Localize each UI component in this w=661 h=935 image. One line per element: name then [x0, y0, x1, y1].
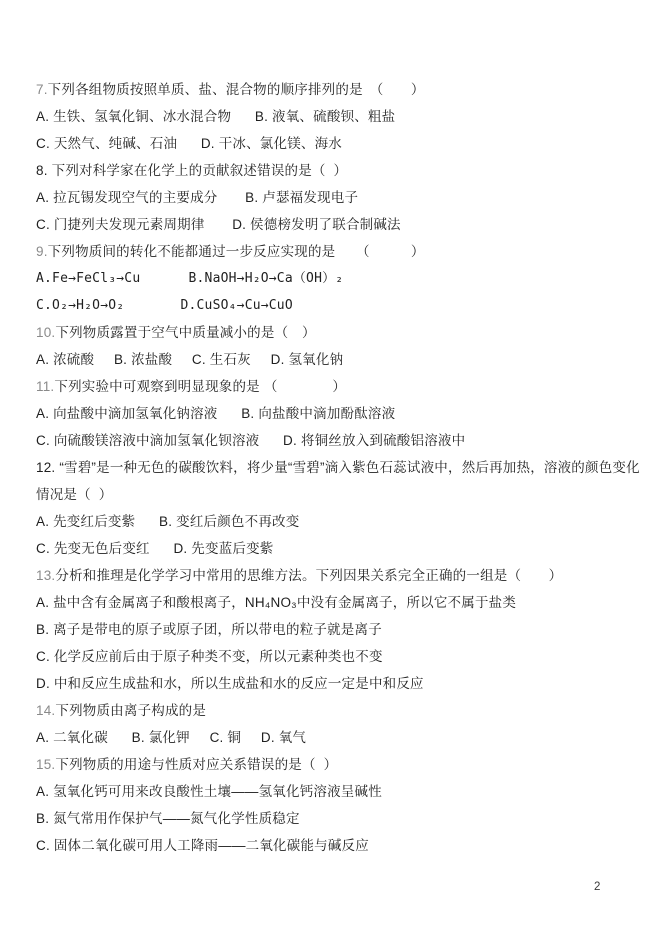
question-stem [36, 751, 633, 778]
question-stem-text: 下列物质露置于空气中质量减小的是（ ） [55, 325, 316, 340]
option-line: C. 天然气、纯碱、石油 D. 干冰、氯化镁、海水 [36, 136, 343, 151]
option-line: A. 浓硫酸 B. 浓盐酸 C. 生石灰 D. 氢氧化钠 [36, 352, 344, 367]
question-13 [36, 562, 633, 697]
question-stem-text: 分析和推理是化学学习中常用的思维方法。下列因果关系完全正确的一组是（ ） [55, 568, 563, 583]
question-stem [36, 562, 633, 589]
question-number: 7. [36, 82, 48, 97]
option-line: C. 向硫酸镁溶液中滴加氢氧化钡溶液 D. 将铜丝放入到硫酸铝溶液中 [36, 433, 466, 448]
question-stem [36, 157, 633, 184]
question-number: 12. [36, 460, 56, 475]
question-stem [36, 76, 633, 103]
question-15 [36, 751, 633, 859]
question-stem-text: 下列物质间的转化不能都通过一步反应实现的是 （ ） [47, 244, 425, 259]
question-stem-text: 下列各组物质按照单质、盐、混合物的顺序排列的是 （ ） [47, 82, 425, 97]
question-14 [36, 697, 633, 751]
question-9 [36, 238, 633, 319]
option-line: B. 氮气常用作保护气——氮气化学性质稳定 [36, 811, 300, 826]
option-line: A. 拉瓦锡发现空气的主要成分 B. 卢瑟福发现电子 [36, 190, 359, 205]
question-11 [36, 373, 633, 454]
question-number: 14. [36, 703, 56, 718]
option-line: C. 门捷列夫发现元素周期律 D. 侯德榜发明了联合制碱法 [36, 217, 401, 232]
question-number: 15. [36, 757, 56, 772]
option-line: A. 二氧化碳 B. 氯化钾 C. 铜 D. 氧气 [36, 730, 307, 745]
exam-content [36, 76, 640, 859]
question-number: 13. [36, 568, 56, 583]
option-line: A. 生铁、氢氧化铜、冰水混合物 B. 液氧、硫酸钡、粗盐 [36, 109, 396, 124]
question-number: 9. [36, 244, 48, 259]
option-line: C. 化学反应前后由于原子种类不变，所以元素种类也不变 [36, 649, 383, 664]
question-stem [36, 454, 640, 481]
question-10 [36, 319, 633, 373]
question-number: 11. [36, 379, 55, 394]
option-line-formula: C.O₂→H₂O→O₂ D.CuSO₄→Cu→CuO [36, 298, 293, 313]
question-stem-text: 下列物质的用途与性质对应关系错误的是（ ） [55, 757, 338, 772]
question-stem [36, 697, 633, 724]
question-stem [36, 373, 633, 400]
question-stem-text: 下列对科学家在化学上的贡献叙述错误的是（ ） [47, 163, 348, 178]
option-line: A. 盐中含有金属离子和酸根离子，NH₄NO₃中没有金属离子，所以它不属于盐类 [36, 595, 517, 610]
option-line-formula: A.Fe→FeCl₃→Cu B.NaOH→H₂O→Ca（OH）₂ [36, 271, 344, 286]
question-stem-text: “雪碧”是一种无色的碳酸饮料，将少量“雪碧”滴入紫色石蕊试液中，然后再加热，溶液的颜色变化 [55, 460, 640, 475]
option-line: A. 氢氧化钙可用来改良酸性土壤——氢氧化钙溶液呈碱性 [36, 784, 382, 799]
option-line: A. 向盐酸中滴加氢氧化钠溶液 B. 向盐酸中滴加酚酞溶液 [36, 406, 396, 421]
question-stem [36, 319, 633, 346]
question-stem-text: 下列实验中可观察到明显现象的是 （ ） [54, 379, 347, 394]
question-number: 10. [36, 325, 56, 340]
question-stem-continued: 情况是（ ） [36, 487, 113, 502]
option-line: B. 离子是带电的原子或原子团，所以带电的粒子就是离子 [36, 622, 382, 637]
page-number: 2 [594, 881, 601, 893]
question-stem [36, 238, 633, 265]
option-line: C. 固体二氧化碳可用人工降雨——二氧化碳能与碱反应 [36, 838, 369, 853]
question-number: 8. [36, 163, 48, 178]
option-line: D. 中和反应生成盐和水，所以生成盐和水的反应一定是中和反应 [36, 676, 424, 691]
question-7 [36, 76, 633, 157]
option-line: C. 先变无色后变红 D. 先变蓝后变紫 [36, 541, 274, 556]
question-12 [36, 454, 640, 562]
question-8 [36, 157, 633, 238]
option-line: A. 先变红后变紫 B. 变红后颜色不再改变 [36, 514, 300, 529]
question-stem-text: 下列物质由离子构成的是 [55, 703, 207, 718]
